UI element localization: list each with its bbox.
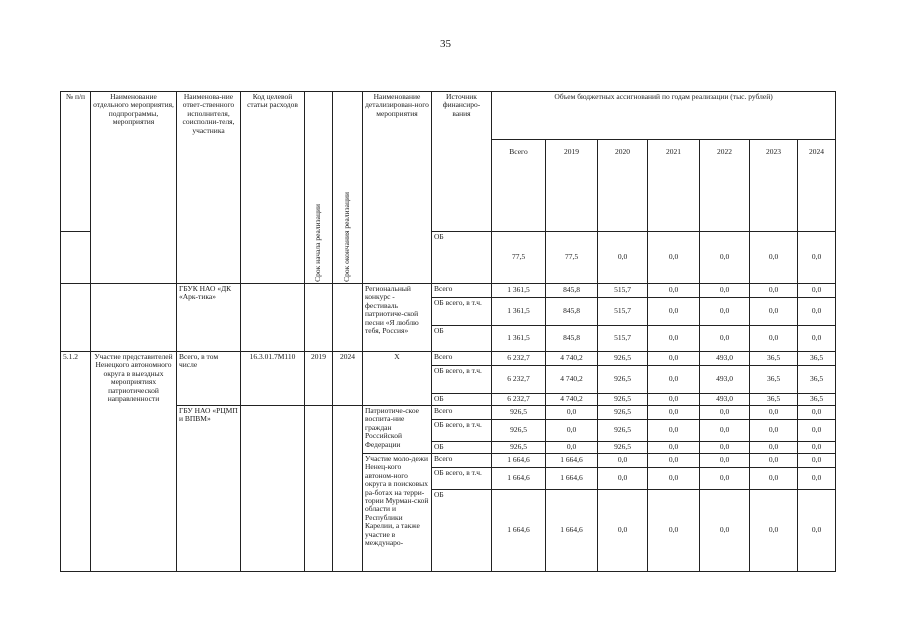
table-cell: 0,0	[750, 490, 798, 572]
table-cell: 77,5	[492, 232, 546, 284]
table-cell: 1 664,6	[546, 468, 598, 490]
table-cell: 0,0	[798, 454, 836, 468]
table-cell-source: ОБ всего, в т.ч.	[432, 366, 492, 394]
year-2021: 2021	[648, 140, 700, 232]
table-cell-source: Всего	[432, 284, 492, 298]
table-cell: 0,0	[750, 232, 798, 284]
table-cell: 0,0	[598, 490, 648, 572]
table-cell: 4 740,2	[546, 366, 598, 394]
table-row	[61, 352, 836, 366]
table-cell: 926,5	[492, 406, 546, 420]
table-cell: 0,0	[598, 232, 648, 284]
table-cell: 515,7	[598, 284, 648, 298]
table-cell: 1 664,6	[492, 490, 546, 572]
table-cell: 0,0	[798, 232, 836, 284]
table-cell: 6 232,7	[492, 352, 546, 366]
table-cell: 0,0	[700, 454, 750, 468]
budget-allocation-table	[60, 91, 836, 572]
empty-num-cell	[61, 232, 91, 284]
table-cell: 493,0	[700, 394, 750, 406]
table-cell: 0,0	[798, 442, 836, 454]
table-cell-source: Всего	[432, 352, 492, 366]
page-number: 35	[440, 38, 451, 50]
table-cell: 0,0	[700, 420, 750, 442]
year-2022: 2022	[700, 140, 750, 232]
table-cell: 0,0	[700, 326, 750, 352]
table-cell: 0,0	[648, 352, 700, 366]
table-cell: 0,0	[798, 406, 836, 420]
detail-cell: Патриотиче-ское воспита-ние граждан Российской Федерации	[363, 406, 432, 454]
table-cell: 4 740,2	[546, 352, 598, 366]
table-cell: 0,0	[546, 420, 598, 442]
header-start: Срок начала реализации	[305, 92, 333, 284]
table-cell: 6 232,7	[492, 394, 546, 406]
table-cell: 926,5	[598, 394, 648, 406]
table-cell: 0,0	[750, 298, 798, 326]
table-cell-source: ОБ	[432, 394, 492, 406]
header-end: Срок окончания реализации	[333, 92, 363, 284]
table-cell-source: ОБ	[432, 490, 492, 572]
table-cell: 926,5	[492, 442, 546, 454]
table-cell: 0,0	[798, 490, 836, 572]
table-row	[61, 284, 836, 298]
table-cell: 36,5	[798, 352, 836, 366]
table-cell: 493,0	[700, 366, 750, 394]
table-cell: 0,0	[798, 420, 836, 442]
table-cell: 0,0	[700, 442, 750, 454]
table-cell-source: ОБ	[432, 232, 492, 284]
table-cell-source: ОБ всего, в т.ч.	[432, 298, 492, 326]
end-cell: 2024	[333, 352, 363, 406]
year-2023: 2023	[750, 140, 798, 232]
table-cell-source: Всего	[432, 406, 492, 420]
table-cell: 1 361,5	[492, 298, 546, 326]
table-cell: 926,5	[492, 420, 546, 442]
item-name: Участие представителей Ненецкого автономного округа в выездных мероприятиях патриотической направленности	[91, 352, 177, 572]
table-cell: 926,5	[598, 366, 648, 394]
empty-cell	[61, 284, 91, 352]
table-cell: 0,0	[598, 454, 648, 468]
table-cell: 493,0	[700, 352, 750, 366]
table-cell: 0,0	[750, 454, 798, 468]
table-cell: 926,5	[598, 442, 648, 454]
table-cell: 0,0	[648, 442, 700, 454]
table-cell: 515,7	[598, 298, 648, 326]
table-cell: 0,0	[798, 468, 836, 490]
executor-cell: Всего, в том числе	[177, 352, 241, 406]
table-cell: 0,0	[648, 490, 700, 572]
header-code: Код целевой статьи расходов	[241, 92, 305, 284]
table-cell-source: ОБ	[432, 326, 492, 352]
table-cell: 0,0	[750, 284, 798, 298]
table-row	[61, 406, 836, 420]
header-name: Наименование отдельного мероприятия, подпрограммы, мероприятия	[91, 92, 177, 284]
header-source: Источник финансиро-вания	[432, 92, 492, 232]
table-cell: 1 664,6	[546, 490, 598, 572]
detail-cell: Участие моло-дежи Ненец-кого автоном-ного округа в поисковых ра-ботах на терри-тории Мурман-ской области и Республики Карелии, а также участие в междунаро-	[363, 454, 432, 572]
empty-cell	[333, 406, 363, 572]
table-cell: 6 232,7	[492, 366, 546, 394]
table-cell: 0,0	[598, 468, 648, 490]
table-cell: 36,5	[798, 394, 836, 406]
table-cell: 0,0	[648, 232, 700, 284]
table-cell: 1 664,6	[492, 468, 546, 490]
table-cell: 0,0	[700, 490, 750, 572]
table-cell: 0,0	[648, 326, 700, 352]
table-cell: 36,5	[750, 352, 798, 366]
table-cell: 515,7	[598, 326, 648, 352]
table-cell: 0,0	[648, 468, 700, 490]
empty-cell	[241, 406, 305, 572]
table-cell: 1 361,5	[492, 284, 546, 298]
header-num: № п/п	[61, 92, 91, 232]
table-cell: 0,0	[546, 442, 598, 454]
empty-cell	[305, 284, 333, 352]
table-cell: 36,5	[750, 394, 798, 406]
executor-cell: ГБУК НАО «ДК «Арк-тика»	[177, 284, 241, 352]
table-cell: 926,5	[598, 352, 648, 366]
year-2024: 2024	[798, 140, 836, 232]
table-cell: 0,0	[750, 326, 798, 352]
table-cell: 0,0	[648, 406, 700, 420]
table-cell: 0,0	[648, 298, 700, 326]
table-cell: 77,5	[546, 232, 598, 284]
year-2020: 2020	[598, 140, 648, 232]
table-cell: 926,5	[598, 420, 648, 442]
table-cell: 845,8	[546, 298, 598, 326]
detail-cell: Х	[363, 352, 432, 406]
table-cell: 0,0	[798, 284, 836, 298]
header-volume: Объем бюджетных ассигнований по годам реализации (тыс. рублей)	[492, 92, 836, 140]
table-cell: 0,0	[648, 284, 700, 298]
table-cell: 0,0	[798, 326, 836, 352]
table-cell: 0,0	[546, 406, 598, 420]
table-cell: 0,0	[700, 406, 750, 420]
table-cell: 0,0	[700, 284, 750, 298]
header-executor: Наименова-ние ответ-ственного исполнителя, соисполни-теля, участника	[177, 92, 241, 284]
table-cell-source: ОБ всего, в т.ч.	[432, 420, 492, 442]
table-cell: 4 740,2	[546, 394, 598, 406]
table-cell: 845,8	[546, 326, 598, 352]
table-cell: 36,5	[750, 366, 798, 394]
table-cell: 0,0	[750, 442, 798, 454]
table-cell: 0,0	[750, 406, 798, 420]
empty-cell	[91, 284, 177, 352]
table-cell: 0,0	[700, 468, 750, 490]
table-cell: 0,0	[648, 366, 700, 394]
table-cell-source: ОБ всего, в т.ч.	[432, 468, 492, 490]
year-total: Всего	[492, 140, 546, 232]
table-cell: 0,0	[700, 232, 750, 284]
table-cell: 0,0	[798, 298, 836, 326]
table-cell: 1 664,6	[492, 454, 546, 468]
table-cell: 0,0	[750, 468, 798, 490]
year-2019: 2019	[546, 140, 598, 232]
code-cell: 16.3.01.7М110	[241, 352, 305, 406]
empty-cell	[241, 284, 305, 352]
table-cell: 926,5	[598, 406, 648, 420]
table-cell: 0,0	[648, 454, 700, 468]
table-cell: 36,5	[798, 366, 836, 394]
empty-cell	[333, 284, 363, 352]
start-cell: 2019	[305, 352, 333, 406]
table-cell: 0,0	[700, 298, 750, 326]
table-cell: 845,8	[546, 284, 598, 298]
detail-cell: Региональный конкурс - фестиваль патриотиче-ской песни «Я люблю тебя, Россия»	[363, 284, 432, 352]
table-cell: 1 664,6	[546, 454, 598, 468]
table-cell: 1 361,5	[492, 326, 546, 352]
table-cell-source: ОБ	[432, 442, 492, 454]
item-num: 5.1.2	[61, 352, 91, 572]
table-cell-source: Всего	[432, 454, 492, 468]
executor-cell: ГБУ НАО «РЦМП и ВПВМ»	[177, 406, 241, 572]
empty-cell	[305, 406, 333, 572]
table-cell: 0,0	[648, 420, 700, 442]
header-detail: Наименование детализирован-ного мероприятия	[363, 92, 432, 284]
table-cell: 0,0	[750, 420, 798, 442]
table-cell: 0,0	[648, 394, 700, 406]
